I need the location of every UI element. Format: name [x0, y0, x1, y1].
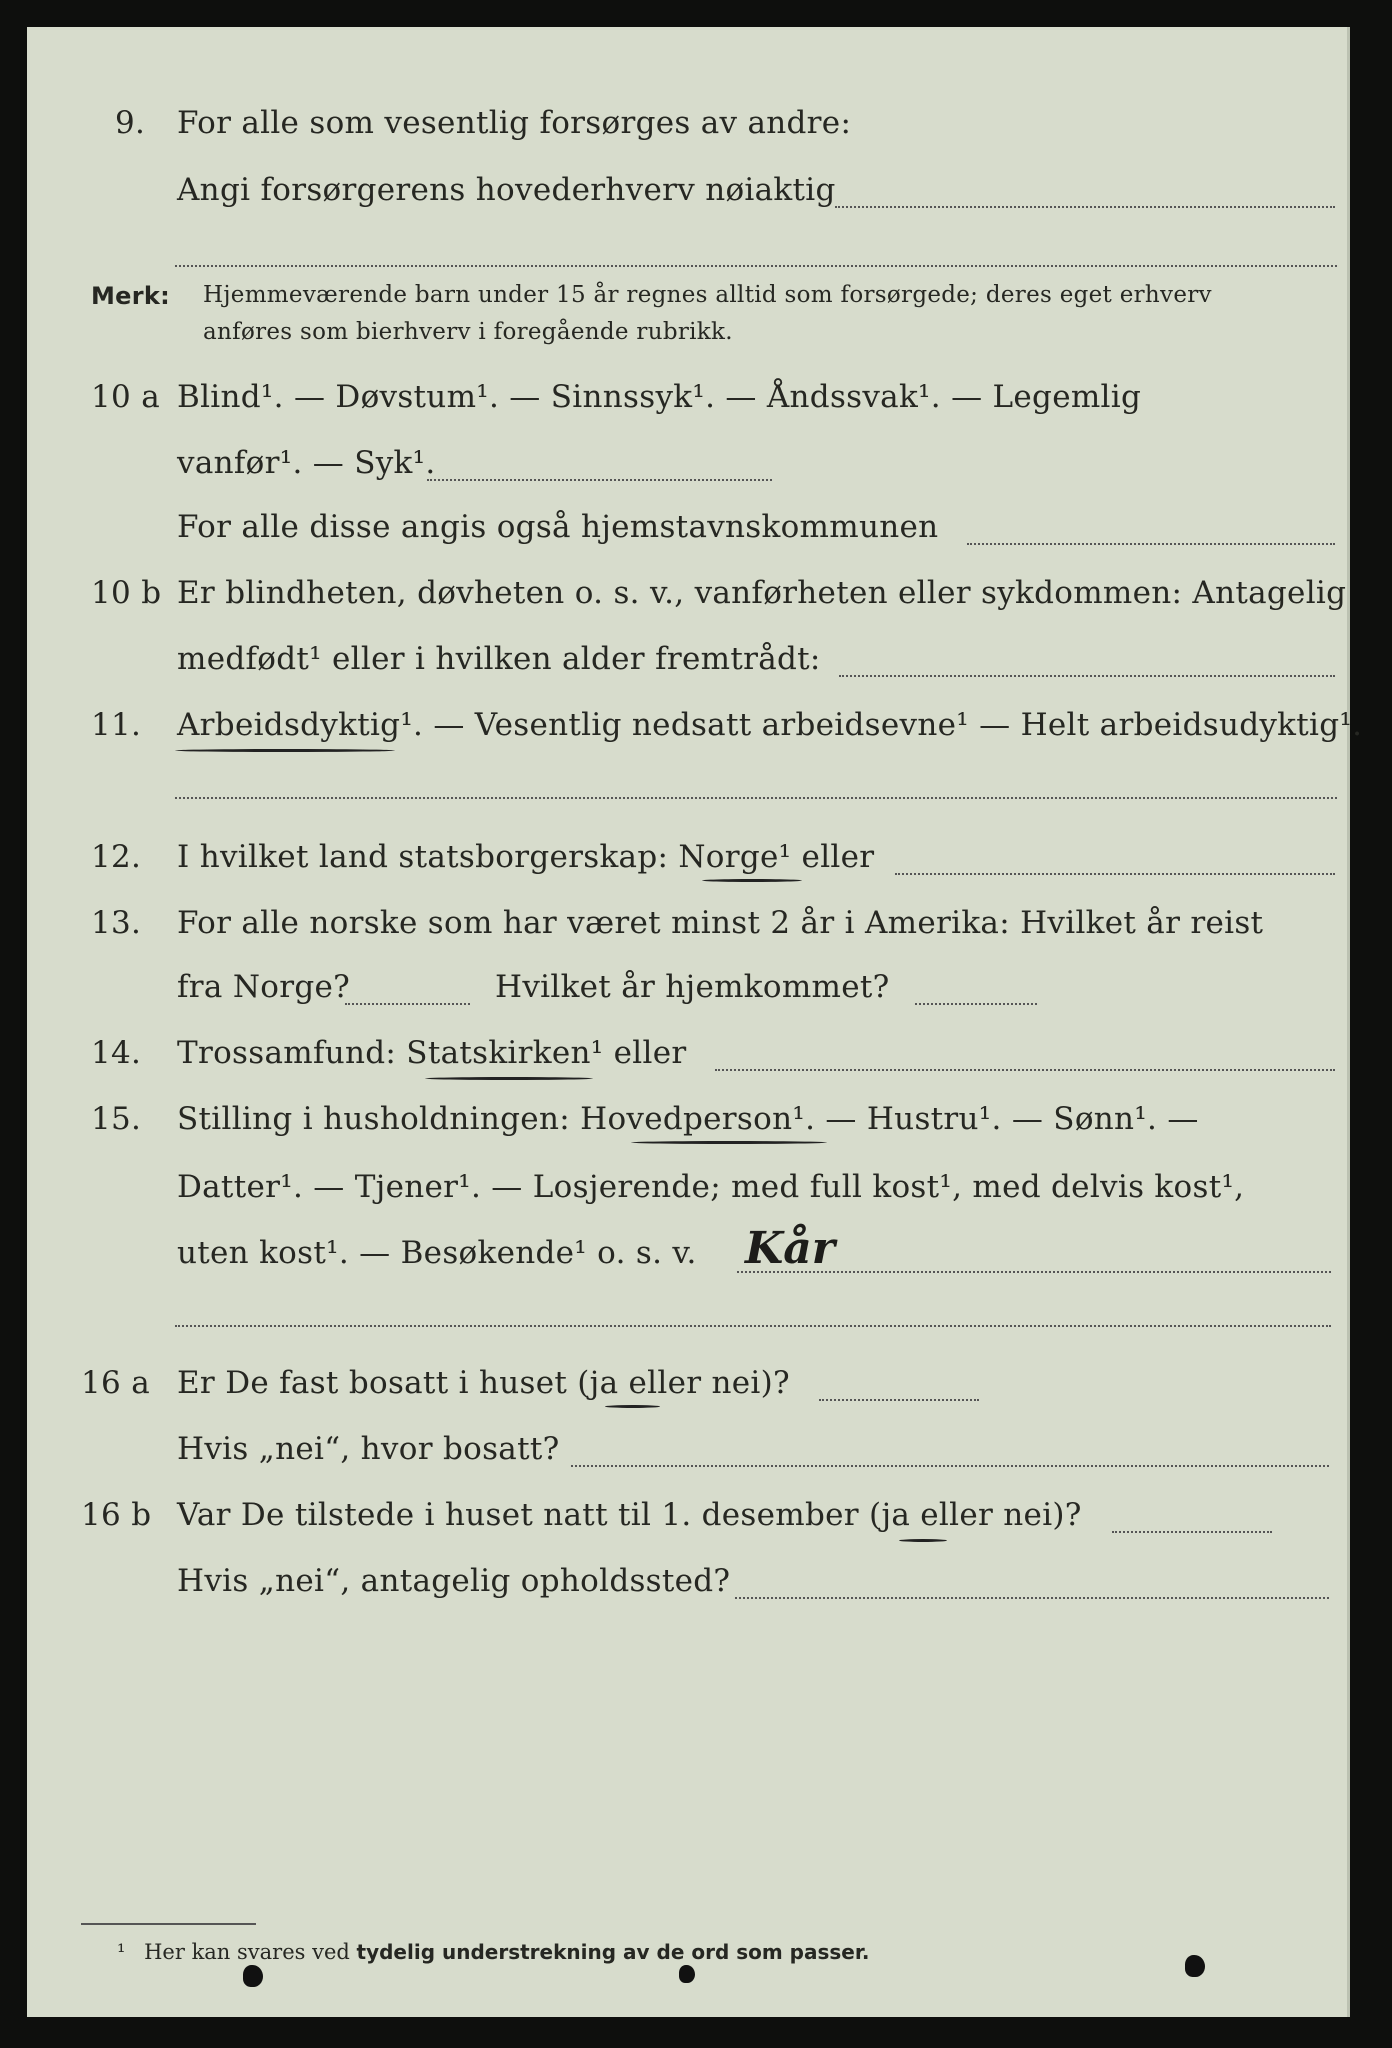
- q9-line2: Angi forsørgerens hovederhverv nøiaktig: [177, 172, 836, 208]
- q15-underline-mark: [631, 1141, 827, 1144]
- merk-line2: anføres som bierhverv i foregående rubrikk.: [203, 319, 733, 345]
- q16a-number: 16 a: [81, 1365, 150, 1401]
- q16b-number: 16 b: [81, 1497, 152, 1533]
- q16a-answer-line[interactable]: [819, 1399, 979, 1401]
- ink-blot: [679, 1965, 695, 1983]
- footnote: [117, 1940, 869, 1964]
- q13-line2b: Hvilket år hjemkommet?: [495, 969, 890, 1005]
- q16b-whereabouts-line[interactable]: [735, 1597, 1329, 1599]
- q16a-residence-line[interactable]: [571, 1465, 1329, 1467]
- q10b-answer-line[interactable]: [839, 675, 1335, 677]
- q10a-home-municipality-line[interactable]: [967, 543, 1335, 545]
- footnote-rule: [81, 1923, 256, 1925]
- q10b-line1: Er blindheten, døvheten o. s. v., vanførheten eller sykdommen: Antagelig: [177, 575, 1347, 611]
- q10a-line3: For alle disse angis også hjemstavnskommunen: [177, 509, 939, 545]
- q10b-number: 10 b: [91, 575, 162, 611]
- q13-return-year-line[interactable]: [915, 1003, 1037, 1005]
- ink-blot: [243, 1965, 263, 1987]
- footnote-mark: ¹: [117, 1940, 126, 1964]
- q9-answer-line-2[interactable]: [175, 265, 1337, 267]
- footnote-bold-text: tydelig understrekning av de ord som passer.: [356, 1940, 870, 1964]
- q15-line3: uten kost¹. — Besøkende¹ o. s. v.: [177, 1235, 697, 1271]
- q16b-line2: Hvis „nei“, antagelig opholdssted?: [177, 1563, 731, 1599]
- q9-answer-line[interactable]: [835, 206, 1335, 208]
- q16b-line1: Var De tilstede i huset natt til 1. desember (ja eller nei)?: [177, 1497, 1082, 1533]
- q15-answer-line-2[interactable]: [175, 1325, 1331, 1327]
- q13-departure-year-line[interactable]: [345, 1003, 470, 1005]
- q9-line1: For alle som vesentlig forsørges av andre:: [177, 105, 852, 141]
- q10a-line1: Blind¹. — Døvstum¹. — Sinnssyk¹. — Åndssvak¹. — Legemlig: [177, 379, 1142, 415]
- q12-number: 12.: [91, 839, 142, 875]
- q11-underline-mark: [175, 749, 395, 752]
- q15-line1: Stilling i husholdningen: Hovedperson¹. — Hustru¹. — Sønn¹. —: [177, 1101, 1199, 1137]
- q12-answer-line[interactable]: [895, 873, 1335, 875]
- q13-line2a: fra Norge?: [177, 969, 351, 1005]
- q11-number: 11.: [91, 707, 142, 743]
- ink-blot: [1185, 1955, 1205, 1977]
- q10a-line2: vanfør¹. — Syk¹.: [177, 445, 436, 481]
- q14-answer-line[interactable]: [715, 1069, 1335, 1071]
- q10b-line2: medfødt¹ eller i hvilken alder fremtrådt:: [177, 641, 821, 677]
- q13-number: 13.: [91, 905, 142, 941]
- q13-line1: For alle norske som har været minst 2 år i Amerika: Hvilket år reist: [177, 905, 1264, 941]
- merk-line1: Hjemmeværende barn under 15 år regnes alltid som forsørgede; deres eget erhverv: [203, 282, 1212, 308]
- q15-number: 15.: [91, 1101, 142, 1137]
- footnote-text: Her kan svares ved: [144, 1940, 350, 1964]
- q10a-number: 10 a: [91, 379, 160, 415]
- q12-underline-mark: [702, 879, 802, 882]
- q11-line1: Arbeidsdyktig¹. — Vesentlig nedsatt arbeidsevne¹ — Helt arbeidsudyktig¹.: [177, 707, 1363, 743]
- q11-answer-line[interactable]: [175, 797, 1337, 799]
- q12-line1: I hvilket land statsborgerskap: Norge¹ eller: [177, 839, 875, 875]
- q16b-underline-mark: [899, 1539, 947, 1542]
- q9-number: 9.: [115, 105, 146, 141]
- merk-label: Merk:: [91, 282, 171, 310]
- q15-line2: Datter¹. — Tjener¹. — Losjerende; med full kost¹, med delvis kost¹,: [177, 1169, 1245, 1205]
- q10a-sick-answer-line[interactable]: [427, 479, 772, 481]
- q16a-line1: Er De fast bosatt i huset (ja eller nei)?: [177, 1365, 790, 1401]
- census-form-page: [27, 27, 1363, 2017]
- q16a-line2: Hvis „nei“, hvor bosatt?: [177, 1431, 560, 1467]
- q16b-answer-line[interactable]: [1112, 1531, 1272, 1533]
- q16a-underline-mark: [605, 1405, 660, 1408]
- q15-handwritten-answer: Kår: [745, 1223, 835, 1274]
- q14-number: 14.: [91, 1035, 142, 1071]
- q14-line1: Trossamfund: Statskirken¹ eller: [177, 1035, 687, 1071]
- q14-underline-mark: [425, 1077, 593, 1080]
